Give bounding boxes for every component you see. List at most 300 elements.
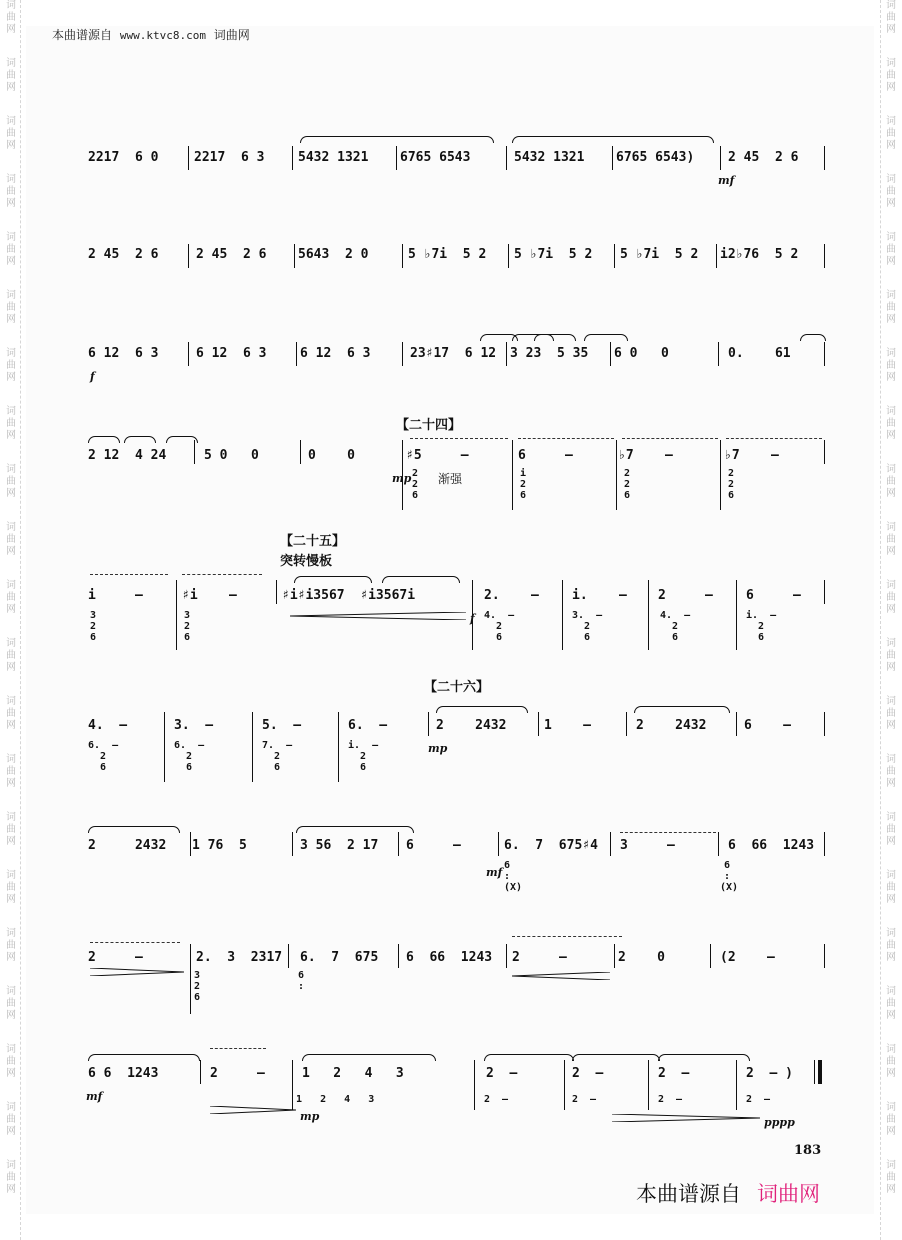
dynamic-marking: f xyxy=(90,370,95,383)
watermark-char: 词 xyxy=(6,464,16,475)
watermark-char: 曲 xyxy=(6,1114,16,1125)
dynamic-marking: f xyxy=(470,612,475,625)
watermark-char: 曲 xyxy=(6,476,16,487)
watermark-char: 词 xyxy=(6,0,16,11)
slur xyxy=(584,334,628,341)
watermark-char: 网 xyxy=(6,1184,16,1195)
watermark-char: 网 xyxy=(6,546,16,557)
barline xyxy=(402,342,403,366)
lower-voice: 4. – 2 6 xyxy=(484,610,515,643)
barline xyxy=(736,1060,737,1110)
barline xyxy=(648,1060,649,1110)
lower-voice: 3 2 6 xyxy=(90,610,97,643)
measure: 6765 6543 xyxy=(400,150,471,165)
watermark-char: 网 xyxy=(6,1010,16,1021)
watermark-char: 网 xyxy=(6,662,16,673)
watermark-char: 曲 xyxy=(6,1056,16,1067)
barline xyxy=(610,832,611,856)
barline xyxy=(188,342,189,366)
measure: 6 12 6 3 xyxy=(196,346,267,361)
barline xyxy=(294,244,295,268)
watermark-char: 网 xyxy=(886,778,896,789)
barline xyxy=(720,440,721,510)
watermark-char: 曲 xyxy=(6,882,16,893)
watermark-char: 词 xyxy=(886,522,896,533)
section-marker-25: 【二十五】 xyxy=(280,534,346,549)
lower-voice: 7. – 2 6 xyxy=(262,740,293,773)
barline xyxy=(718,342,719,366)
watermark-char: 曲 xyxy=(6,360,16,371)
watermark-char: 词 xyxy=(6,928,16,939)
measure: 6 6 1243 xyxy=(88,1066,159,1081)
barline xyxy=(200,1060,201,1084)
dynamic-marking: mf xyxy=(718,174,735,187)
measure: 2217 6 3 xyxy=(194,150,265,165)
barline xyxy=(190,944,191,1014)
barline xyxy=(824,580,825,604)
watermark-char: 曲 xyxy=(886,766,896,777)
measure: 2 2432 xyxy=(636,718,707,733)
barline xyxy=(428,712,429,736)
watermark-char: 词 xyxy=(886,290,896,301)
watermark-char: 网 xyxy=(886,82,896,93)
watermark-char: 网 xyxy=(886,256,896,267)
watermark-char: 词 xyxy=(6,1160,16,1171)
watermark-char: 网 xyxy=(6,430,16,441)
trill-line xyxy=(210,1048,266,1049)
measure: ♭7 – xyxy=(724,448,779,463)
watermark-char: 网 xyxy=(886,604,896,615)
watermark-char: 曲 xyxy=(886,186,896,197)
page-number: 183 xyxy=(794,1143,822,1158)
tuplet-bracket xyxy=(294,576,372,583)
lower-voice: i. – 2 6 xyxy=(746,610,777,643)
section-marker-24: 【二十四】 xyxy=(396,418,462,433)
watermark-char: 网 xyxy=(6,1126,16,1137)
expression-crescendo: 渐强 xyxy=(438,472,463,486)
measure: 2 0 xyxy=(618,950,665,965)
page-header xyxy=(52,26,250,43)
crescendo-hairpin xyxy=(512,972,610,980)
barline xyxy=(824,712,825,736)
watermark-char: 网 xyxy=(886,24,896,35)
watermark-char: 网 xyxy=(886,140,896,151)
trill-line xyxy=(410,438,508,439)
measure: 5432 1321 xyxy=(514,150,585,165)
watermark-char: 网 xyxy=(886,836,896,847)
measure: 2 – xyxy=(658,588,713,603)
watermark-char: 曲 xyxy=(6,708,16,719)
watermark-char: 曲 xyxy=(886,476,896,487)
watermark-char: 词 xyxy=(6,870,16,881)
watermark-char: 网 xyxy=(6,140,16,151)
final-barline xyxy=(818,1060,822,1084)
slur xyxy=(88,826,180,833)
lower-voice: 6 : xyxy=(504,860,511,882)
barline xyxy=(402,244,403,268)
measure: 2 45 2 6 xyxy=(196,247,267,262)
measure: 5. – xyxy=(262,718,302,733)
watermark-char: 词 xyxy=(886,928,896,939)
watermark-char: 网 xyxy=(6,198,16,209)
header-site-name: 本曲谱源自 xyxy=(52,28,113,42)
barline xyxy=(288,944,289,968)
watermark-char: 词 xyxy=(886,1044,896,1055)
barline xyxy=(300,440,301,464)
watermark-char: 曲 xyxy=(886,12,896,23)
trill-line xyxy=(620,832,716,833)
crescendo-hairpin xyxy=(290,612,466,620)
measure: (2 – xyxy=(720,950,775,965)
watermark-char: 网 xyxy=(6,82,16,93)
barline xyxy=(612,146,613,170)
watermark-divider-left xyxy=(20,0,21,1240)
watermark-char: 词 xyxy=(886,812,896,823)
header-url[interactable]: www.ktvc8.com xyxy=(119,29,206,42)
lower-voice: 6. – 2 6 xyxy=(88,740,119,773)
watermark-char: 词 xyxy=(6,696,16,707)
tuplet-bracket xyxy=(382,576,460,583)
barline xyxy=(296,342,297,366)
barline xyxy=(498,832,499,856)
barline xyxy=(716,244,717,268)
barline xyxy=(562,580,563,650)
measure: 5 ♭7i 5 2 xyxy=(514,247,593,262)
watermark-char: 网 xyxy=(6,604,16,615)
lower-voice: 1 2 4 3 xyxy=(296,1094,375,1105)
watermark-char: 曲 xyxy=(886,534,896,545)
watermark-char: 网 xyxy=(886,1184,896,1195)
measure: 6 – xyxy=(518,448,573,463)
slur xyxy=(302,1054,436,1061)
watermark-char: 曲 xyxy=(886,1114,896,1125)
slur xyxy=(88,1054,200,1061)
slur xyxy=(512,136,714,143)
measure: 2 – xyxy=(88,950,143,965)
score-system-5 xyxy=(88,588,828,723)
watermark-char: 曲 xyxy=(886,302,896,313)
watermark-char: 词 xyxy=(886,1160,896,1171)
watermark-char: 曲 xyxy=(6,302,16,313)
lower-voice: i 2 6 xyxy=(520,468,527,501)
footer-site-name: 本曲谱源自 xyxy=(636,1182,741,1206)
watermark-char: 曲 xyxy=(6,650,16,661)
trill-line xyxy=(518,438,614,439)
slur xyxy=(484,1054,574,1061)
barline xyxy=(720,146,721,170)
watermark-char: 曲 xyxy=(886,1056,896,1067)
slur xyxy=(800,334,826,341)
measure: 2 – xyxy=(210,1066,265,1081)
watermark-char: 词 xyxy=(6,986,16,997)
measure: 5 ♭7i 5 2 xyxy=(620,247,699,262)
watermark-char: 网 xyxy=(886,546,896,557)
dynamic-marking: mf xyxy=(86,1090,103,1103)
measure: ♯5 – xyxy=(406,448,469,463)
watermark-char: 词 xyxy=(6,58,16,69)
measure: 6 0 0 xyxy=(614,346,669,361)
lower-voice: 2 – xyxy=(484,1094,509,1105)
watermark-char: 网 xyxy=(886,198,896,209)
watermark-char: 曲 xyxy=(886,360,896,371)
measure: 23♯17 6 12 xyxy=(410,346,497,361)
barline xyxy=(188,146,189,170)
watermark-char: 曲 xyxy=(6,70,16,81)
watermark-char: 词 xyxy=(6,638,16,649)
measure: ♭7 – xyxy=(618,448,673,463)
measure: 1 2 4 3 xyxy=(302,1066,404,1081)
measure: 6 12 6 3 xyxy=(300,346,371,361)
dynamic-marking: mp xyxy=(300,1110,320,1123)
barline xyxy=(252,712,253,782)
watermark-char: 词 xyxy=(886,870,896,881)
barline xyxy=(190,832,191,856)
watermark-char: 网 xyxy=(886,1010,896,1021)
measure: 2. 3 2317 xyxy=(196,950,283,965)
barline xyxy=(292,146,293,170)
lower-voice: 2 2 6 xyxy=(412,468,419,501)
watermark-char: 网 xyxy=(886,372,896,383)
measure: i – xyxy=(88,588,143,603)
watermark-char: 词 xyxy=(6,812,16,823)
barline xyxy=(506,342,507,366)
measure: 6. 7 675 xyxy=(300,950,379,965)
barline xyxy=(276,580,277,604)
watermark-char: 词 xyxy=(6,174,16,185)
watermark-char: 词 xyxy=(886,986,896,997)
slur xyxy=(572,1054,660,1061)
decrescendo-hairpin xyxy=(612,1114,760,1122)
lower-voice: 2 – xyxy=(658,1094,683,1105)
watermark-char: 网 xyxy=(6,314,16,325)
watermark-char: 词 xyxy=(886,232,896,243)
barline xyxy=(626,712,627,736)
watermark-char: 曲 xyxy=(886,128,896,139)
measure: 0. 61 xyxy=(728,346,791,361)
slur xyxy=(296,826,414,833)
watermark-char: 词 xyxy=(886,638,896,649)
measure: 6 – xyxy=(746,588,801,603)
measure: 2 12 4 24 xyxy=(88,448,167,463)
measure: 2 2432 xyxy=(88,838,167,853)
watermark-char: 曲 xyxy=(886,650,896,661)
measure: 1 76 5 xyxy=(192,838,247,853)
trill-line xyxy=(90,574,168,575)
header-site-suffix: 词曲网 xyxy=(213,28,250,42)
watermark-char: 词 xyxy=(886,174,896,185)
barline xyxy=(736,712,737,736)
barline xyxy=(188,244,189,268)
lower-voice: 4. – 2 6 xyxy=(660,610,691,643)
watermark-char: 网 xyxy=(886,894,896,905)
watermark-char: 网 xyxy=(886,662,896,673)
slur xyxy=(300,136,494,143)
slur xyxy=(124,436,156,443)
decrescendo-hairpin xyxy=(210,1106,296,1114)
watermark-divider-right xyxy=(880,0,881,1240)
measure: 5643 2 0 xyxy=(298,247,369,262)
measure: 6. 7 675♯4 xyxy=(504,838,598,853)
barline xyxy=(398,944,399,968)
watermark-char: 曲 xyxy=(6,418,16,429)
barline xyxy=(614,944,615,968)
measure: 2. – xyxy=(484,588,539,603)
watermark-char: 网 xyxy=(6,952,16,963)
lower-voice: 2 – xyxy=(572,1094,597,1105)
barline xyxy=(538,712,539,736)
measure: i. – xyxy=(572,588,627,603)
lower-voice: i. – 2 6 xyxy=(348,740,379,773)
barline xyxy=(338,712,339,782)
measure: 3 – xyxy=(620,838,675,853)
watermark-char: 曲 xyxy=(886,418,896,429)
measure: 1 – xyxy=(544,718,591,733)
barline xyxy=(824,944,825,968)
measure: 6765 6543) xyxy=(616,150,695,165)
watermark-char: 曲 xyxy=(886,1172,896,1183)
watermark-char: 曲 xyxy=(886,70,896,81)
watermark-char: 词 xyxy=(886,464,896,475)
watermark-char: 网 xyxy=(6,256,16,267)
watermark-char: 网 xyxy=(6,24,16,35)
measure: 2 45 2 6 xyxy=(88,247,159,262)
lower-voice: 2 – xyxy=(746,1094,771,1105)
watermark-char: 曲 xyxy=(6,534,16,545)
measure: 6 66 1243 xyxy=(728,838,815,853)
lower-voice: 6 : xyxy=(724,860,731,882)
barline xyxy=(176,580,177,650)
watermark-char: 曲 xyxy=(6,128,16,139)
measure: ♯i – xyxy=(182,588,237,603)
watermark-char: 曲 xyxy=(6,824,16,835)
measure: 2 – ) xyxy=(746,1066,793,1081)
watermark-char: 曲 xyxy=(886,998,896,1009)
measure: 3 23 5 35 xyxy=(510,346,589,361)
measure: 5 ♭7i 5 2 xyxy=(408,247,487,262)
barline xyxy=(164,712,165,782)
barline xyxy=(718,832,719,856)
barline xyxy=(710,944,711,968)
watermark-char: 曲 xyxy=(886,592,896,603)
barline xyxy=(508,244,509,268)
dynamic-marking: pppp xyxy=(764,1116,795,1129)
watermark-char: 网 xyxy=(886,314,896,325)
watermark-char: 网 xyxy=(886,720,896,731)
barline xyxy=(506,944,507,968)
watermark-char: 曲 xyxy=(6,998,16,1009)
watermark-char: 网 xyxy=(886,1068,896,1079)
watermark-char: 网 xyxy=(6,720,16,731)
watermark-char: 词 xyxy=(886,116,896,127)
slur xyxy=(436,706,528,713)
barline xyxy=(398,832,399,856)
dynamic-marking: mf xyxy=(486,866,503,879)
watermark-char: 词 xyxy=(886,348,896,359)
trill-line xyxy=(182,574,262,575)
measure: 2 2432 xyxy=(436,718,507,733)
measure: 4. – xyxy=(88,718,128,733)
watermark-char: 曲 xyxy=(886,708,896,719)
watermark-char: 曲 xyxy=(6,766,16,777)
measure: 2 – xyxy=(658,1066,690,1081)
watermark-char: 曲 xyxy=(6,592,16,603)
lower-voice: 6. – 2 6 xyxy=(174,740,205,773)
watermark-char: 曲 xyxy=(6,940,16,951)
watermark-char: 网 xyxy=(886,1126,896,1137)
measure: 2 – xyxy=(572,1066,604,1081)
watermark-char: 网 xyxy=(6,372,16,383)
watermark-char: 词 xyxy=(886,406,896,417)
lower-voice: 2 2 6 xyxy=(728,468,735,501)
measure: 6 – xyxy=(744,718,791,733)
watermark-char: 曲 xyxy=(6,244,16,255)
measure: 6. – xyxy=(348,718,388,733)
barline xyxy=(614,244,615,268)
lower-voice: 2 2 6 xyxy=(624,468,631,501)
barline xyxy=(648,580,649,650)
slur xyxy=(634,706,730,713)
watermark-char: 网 xyxy=(886,488,896,499)
barline xyxy=(616,440,617,510)
watermark-char: 词 xyxy=(6,580,16,591)
measure: 3. – xyxy=(174,718,214,733)
watermark-char: 词 xyxy=(6,406,16,417)
watermark-char: 词 xyxy=(6,348,16,359)
lower-voice: 6 : xyxy=(298,970,305,992)
trill-line xyxy=(90,942,180,943)
watermark-char: 词 xyxy=(6,116,16,127)
dynamic-marking: mp xyxy=(392,472,412,485)
barline xyxy=(610,342,611,366)
measure: 2217 6 0 xyxy=(88,150,159,165)
measure: 2 45 2 6 xyxy=(728,150,799,165)
measure: 0 0 xyxy=(308,448,355,463)
watermark-char: 词 xyxy=(6,1044,16,1055)
watermark-char: 词 xyxy=(886,58,896,69)
slur xyxy=(534,334,576,341)
barline xyxy=(512,440,513,510)
page-footer xyxy=(636,1178,820,1208)
watermark-char: 曲 xyxy=(886,824,896,835)
trill-line xyxy=(726,438,822,439)
barline xyxy=(814,1060,815,1084)
watermark-char: 词 xyxy=(886,0,896,11)
measure: 5 0 0 xyxy=(204,448,259,463)
watermark-left xyxy=(2,0,20,1240)
barline xyxy=(564,1060,565,1110)
bracket-note: (X) xyxy=(504,882,523,893)
watermark-char: 曲 xyxy=(6,186,16,197)
watermark-char: 词 xyxy=(886,1102,896,1113)
watermark-char: 词 xyxy=(6,1102,16,1113)
trill-line xyxy=(622,438,718,439)
measure: 2 – xyxy=(486,1066,518,1081)
lower-voice: 3 2 6 xyxy=(184,610,191,643)
tempo-marking: 突转慢板 xyxy=(280,554,333,569)
measure: ♯i♯i3567 ♯i3567i xyxy=(282,588,416,603)
barline xyxy=(194,440,195,464)
barline xyxy=(474,1060,475,1110)
watermark-char: 词 xyxy=(886,754,896,765)
lower-voice: 3. – 2 6 xyxy=(572,610,603,643)
crescendo-hairpin xyxy=(90,968,184,976)
watermark-char: 网 xyxy=(886,430,896,441)
watermark-char: 曲 xyxy=(6,12,16,23)
watermark-char: 词 xyxy=(6,754,16,765)
measure: i2♭76 5 2 xyxy=(720,247,799,262)
barline xyxy=(396,146,397,170)
footer-site-suffix[interactable]: 词曲网 xyxy=(757,1182,820,1206)
